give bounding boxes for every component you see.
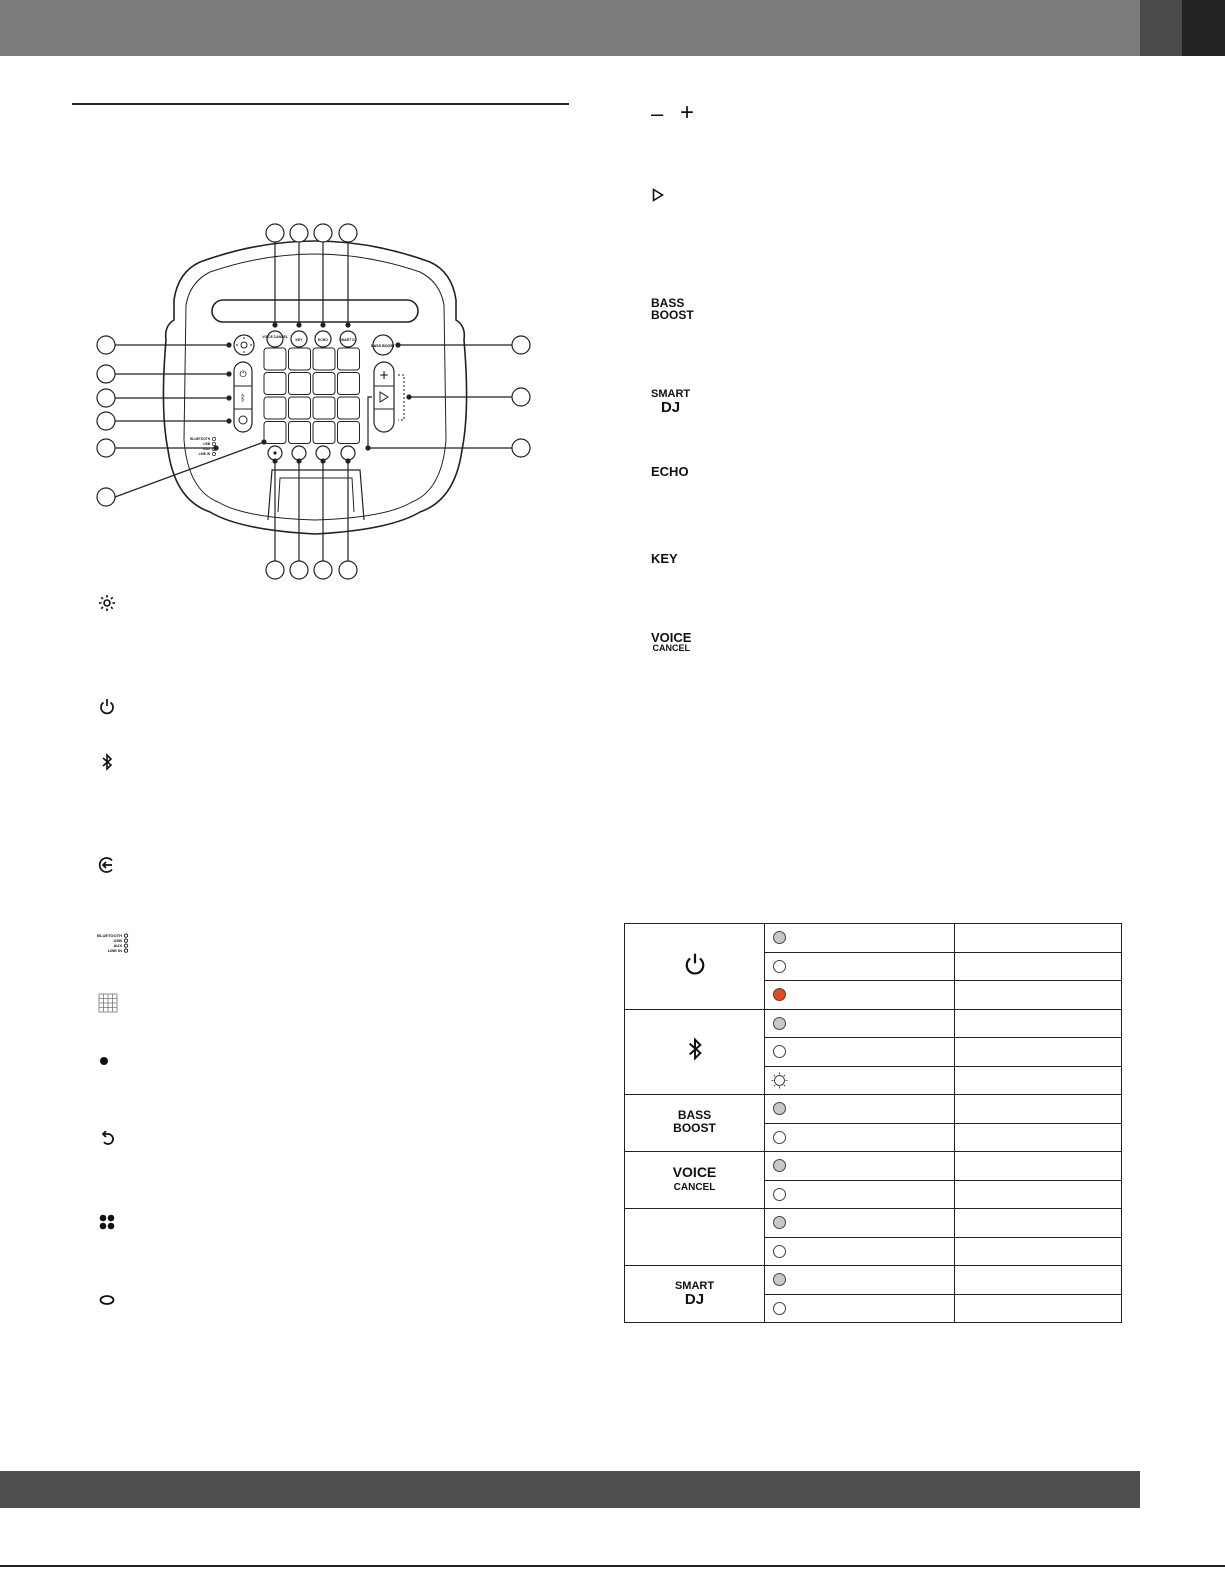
- section-rule: [72, 103, 569, 105]
- led-white-dot: [773, 960, 786, 973]
- callout-circle: [314, 561, 332, 579]
- callout-circle: [339, 224, 357, 242]
- pad-button: [338, 373, 360, 395]
- btn-voice-line1: VOICE CANCEL: [262, 335, 288, 339]
- page-header-tab: [1140, 0, 1182, 56]
- led-status-table: [624, 923, 1122, 1323]
- callout-anchor-dot: [273, 459, 277, 463]
- led-white-dot: [773, 1045, 786, 1058]
- callout-circle: [266, 224, 284, 242]
- diagram-src-usb: USB: [203, 442, 210, 446]
- pad-button: [264, 373, 286, 395]
- pad-button: [264, 422, 286, 444]
- callout-circle: [97, 488, 115, 506]
- callout-circle: [97, 439, 115, 457]
- svg-text:⏻: ⏻: [239, 370, 247, 380]
- bottom-rule: [0, 1565, 1225, 1567]
- svg-text:BLUETOOTH: BLUETOOTH: [97, 933, 122, 938]
- callout-anchor-dot: [321, 323, 325, 327]
- pad-button: [313, 373, 335, 395]
- led-grey-dot: [773, 1017, 786, 1030]
- echo-icon: ECHO: [651, 464, 689, 479]
- callout-circle: [97, 336, 115, 354]
- svg-text:LINE IN: LINE IN: [107, 948, 122, 953]
- callout-circle: [339, 561, 357, 579]
- voice-cancel-label: VOICE CANCEL: [672, 1163, 717, 1193]
- callout-anchor-dot: [366, 446, 370, 450]
- source-indicator-icon: [97, 930, 131, 956]
- btn-echo-label: ECHO: [318, 338, 328, 342]
- led-grey-dot: [773, 931, 786, 944]
- callout-anchor-dot: [297, 459, 301, 463]
- btn-smartdj-label: SMART DJ: [339, 338, 357, 342]
- pad-button: [289, 397, 311, 419]
- led-grey-dot: [773, 1216, 786, 1229]
- led-row-voicecancel-cell: [625, 1152, 765, 1209]
- led-row-bluetooth-icon-cell: [625, 1009, 765, 1095]
- callout-circle: [314, 224, 332, 242]
- callout-anchor-dot: [214, 446, 218, 450]
- pad-button: [264, 348, 286, 370]
- bluetooth-icon: [687, 1036, 703, 1062]
- page-header-tab-dark: [1182, 0, 1225, 56]
- led-white-dot: [773, 1131, 786, 1144]
- callout-anchor-dot: [346, 323, 350, 327]
- smart-dj-icon: SMART DJ: [651, 388, 691, 416]
- pad-button: [264, 397, 286, 419]
- undo-icon: [97, 1129, 117, 1149]
- callout-anchor-dot: [262, 440, 266, 444]
- pad-button: [338, 422, 360, 444]
- loop-icon: [97, 1290, 117, 1310]
- led-row-power-icon-cell: [625, 924, 765, 1010]
- svg-text:AUX: AUX: [113, 943, 122, 948]
- power-icon: [684, 952, 706, 976]
- callout-anchor-dot: [227, 419, 231, 423]
- pad-button: [338, 348, 360, 370]
- pad-button: [289, 373, 311, 395]
- play-icon: [650, 187, 666, 203]
- bass-boost-icon: BASS BOOST: [651, 296, 694, 322]
- callout-anchor-dot: [297, 323, 301, 327]
- diagram-src-bt: BLUETOOTH: [190, 437, 210, 441]
- led-white-dot: [773, 1302, 786, 1315]
- pad-button: [338, 397, 360, 419]
- svg-text:+: +: [378, 368, 390, 382]
- bluetooth-icon: [97, 752, 117, 772]
- pad-button: [313, 397, 335, 419]
- callout-anchor-dot: [273, 323, 277, 327]
- power-icon: [97, 696, 117, 716]
- callout-leader-line: [115, 442, 264, 497]
- record-icon: [97, 1054, 111, 1068]
- volume-minus-icon: –: [651, 101, 664, 126]
- page-header-bar: [0, 0, 1140, 56]
- callout-circle: [97, 412, 115, 430]
- btn-bassboost-label: BASS BOOST: [371, 344, 395, 348]
- callout-anchor-dot: [227, 343, 231, 347]
- callout-circle: [290, 561, 308, 579]
- callout-anchor-dot: [407, 395, 411, 399]
- callout-circle: [290, 224, 308, 242]
- pad-button: [289, 348, 311, 370]
- led-white-dot: [773, 1245, 786, 1258]
- pad-grid-icon: [97, 992, 119, 1014]
- key-icon: KEY: [651, 551, 678, 566]
- diagram-src-aux: AUX: [203, 447, 210, 451]
- led-white-dot: [773, 1188, 786, 1201]
- speaker-top-panel-diagram: [90, 218, 540, 583]
- callout-circle: [97, 365, 115, 383]
- callout-anchor-dot: [346, 459, 350, 463]
- smart-dj-label: SMART DJ: [674, 1280, 715, 1308]
- callout-anchor-dot: [227, 372, 231, 376]
- led-grey-dot: [773, 1159, 786, 1172]
- diagram-src-linein: LINE IN: [198, 452, 210, 456]
- led-grey-dot: [773, 1273, 786, 1286]
- pattern-icon: [97, 1212, 117, 1232]
- led-row-smartdj-cell: [625, 1266, 765, 1323]
- callout-anchor-dot: [227, 396, 231, 400]
- led-red-dot: [773, 988, 786, 1001]
- light-icon: [97, 593, 117, 613]
- source-input-icon: [97, 855, 117, 875]
- svg-text:ᛒ: ᛒ: [240, 394, 246, 404]
- led-blink-icon: [771, 1072, 788, 1089]
- led-row-empty-cell: [625, 1209, 765, 1266]
- pad-button: [313, 422, 335, 444]
- voice-cancel-icon: VOICE CANCEL: [651, 630, 692, 653]
- pad-button: [313, 348, 335, 370]
- led-grey-dot: [773, 1102, 786, 1115]
- callout-circle: [97, 389, 115, 407]
- svg-text:USB: USB: [113, 938, 122, 943]
- btn-key-label: KEY: [295, 338, 303, 342]
- callout-circle: [512, 439, 530, 457]
- callout-circle: [512, 388, 530, 406]
- led-row-bassboost-cell: [625, 1095, 765, 1152]
- callout-circle: [266, 561, 284, 579]
- callout-anchor-dot: [321, 459, 325, 463]
- callout-anchor-dot: [396, 343, 400, 347]
- volume-plus-icon: +: [680, 99, 695, 126]
- page-footer-bar: [0, 1471, 1140, 1508]
- bass-boost-label: BASS BOOST: [673, 1108, 716, 1135]
- pad-button: [289, 422, 311, 444]
- callout-circle: [512, 336, 530, 354]
